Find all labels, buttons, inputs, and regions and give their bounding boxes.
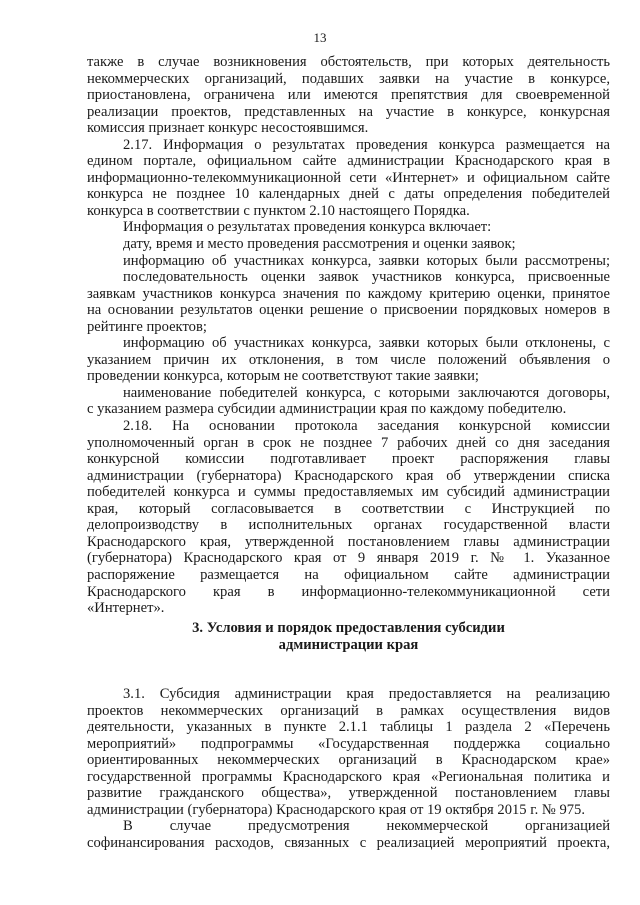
text-line: 2.17. Информация о результатах проведения конкурса размещается на (123, 136, 610, 153)
text-line: края, который согласовывается в соответствии с Инструкцией по (87, 500, 610, 517)
text-line: некоммерческих организаций, подавших заявки на участие в конкурсе, (87, 70, 610, 87)
text-line: проектов некоммерческих организаций в рамках осуществления видов (87, 702, 610, 719)
section-heading-line: 3. Условия и порядок предоставления субсидии (192, 620, 505, 636)
section-heading (87, 620, 610, 654)
section-heading-line: администрации края (278, 637, 419, 653)
text-line: В случае предусмотрения некоммерческой организацией (123, 818, 610, 835)
text-line: уполномоченный орган в срок не позднее 7 рабочих дней со дня заседания (87, 434, 610, 451)
text-line: Информация о результатах проведения конкурса включает: (123, 219, 492, 236)
text-line: конкурсной комиссии подготавливает проект распоряжения главы (87, 451, 610, 468)
text-line: делопроизводству в исполнительных органах государственной власти (87, 517, 610, 534)
page-number: 13 (313, 30, 327, 45)
text-line: Краснодарского края в информационно-телекоммуникационной сети (87, 583, 610, 600)
text-line: также в случае возникновения обстоятельств, при которых деятельность (87, 54, 610, 70)
text-line: распоряжение размещается на официальном сайте администрации (87, 566, 610, 583)
text-line: мероприятий» подпрограммы «Государственная поддержка социально (87, 735, 610, 752)
text-line: дату, время и место проведения рассмотрения и оценки заявок; (123, 236, 516, 253)
text-line: деятельности, указанных в пункте 2.1.1 таблицы 1 раздела 2 «Перечень (87, 719, 610, 736)
text-line: администрации (губернатора) Краснодарского края от 19 октября 2015 г. № 975. (87, 801, 586, 818)
text-line: администрации (губернатора) Краснодарского края об утверждении списка (87, 467, 610, 484)
text-line: заявкам участников конкурса значения по каждому критерию оценки, принятое (87, 285, 610, 302)
text-line: наименование победителей конкурса, с которыми заключаются договоры, (123, 384, 610, 401)
text-line: Краснодарского края, утвержденной постановлением главы администрации (87, 533, 610, 550)
text-line: информационно-телекоммуникационной сети «Интернет» и официальном сайте (87, 169, 610, 186)
text-line: конкурса в соответствии с пунктом 2.10 настоящего Порядка. (87, 202, 470, 219)
text-line: 2.18. На основании протокола заседания конкурсной комиссии (123, 418, 610, 435)
text-line: с указанием размера субсидии администрации края по каждому победителю. (87, 401, 567, 418)
text-line: (губернатора) Краснодарского края от 9 января 2019 г. № 1. Указанное (87, 550, 610, 567)
text-line: информацию об участниках конкурса, заявки которых были рассмотрены; (123, 252, 610, 269)
text-line: указанием причин их отклонения, в том числе положений объявления о (87, 351, 610, 368)
text-line: ориентированных некоммерческих организаций в Краснодарском крае» (87, 752, 610, 769)
text-line: победителей конкурса и суммы предоставляемых им субсидий администрации (87, 484, 610, 501)
body-text (87, 54, 610, 617)
text-line: приостановлена, ограничена или имеются препятствия для своевременной (87, 87, 610, 104)
text-line: информацию об участниках конкурса, заявки которых были отклонены, с (123, 335, 610, 352)
section-3-text (87, 686, 610, 851)
text-line: конкурса не позднее 10 календарных дней с даты определения победителей (87, 186, 610, 203)
text-line: на основании результатов оценки решение о присвоении порядковых номеров в (87, 302, 610, 319)
text-line: государственной программы Краснодарского края «Региональная политика и (87, 768, 610, 785)
text-line: реализации проектов, представленных на участие в конкурсе, конкурсная (87, 103, 610, 120)
text-line: комиссия признает конкурс несостоявшимся. (87, 120, 369, 137)
text-line: едином портале, официальном сайте администрации Краснодарского края в (87, 153, 610, 170)
text-line: последовательность оценки заявок участников конкурса, присвоенные (123, 269, 610, 286)
text-line: «Интернет». (87, 600, 165, 617)
text-line: развитие гражданского общества», утвержденной постановлением главы (87, 785, 610, 802)
text-line: рейтинге проектов; (87, 318, 207, 335)
text-line: 3.1. Субсидия администрации края предоставляется на реализацию (123, 686, 610, 702)
text-line: софинансирования расходов, связанных с реализацией мероприятий проекта, (87, 834, 610, 851)
text-line: проведении конкурса, которым не соответствуют такие заявки; (87, 368, 479, 385)
